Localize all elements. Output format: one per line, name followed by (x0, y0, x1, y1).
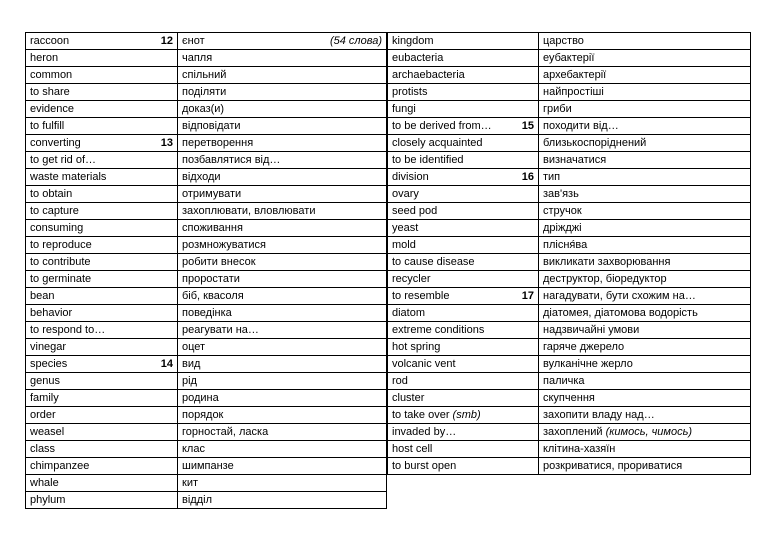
ukrainian-translation: скупчення (543, 392, 595, 404)
ukrainian-translation: кит (182, 477, 198, 489)
english-term: bean (30, 290, 55, 302)
vocab-row (388, 305, 751, 322)
ukrainian-translation-cell (539, 135, 751, 152)
english-term: to reproduce (30, 239, 92, 251)
english-term: yeast (392, 222, 419, 234)
ukrainian-translation-cell (539, 356, 751, 373)
ukrainian-translation: найпростіші (543, 86, 604, 98)
vocab-row (26, 441, 387, 458)
ukrainian-translation: відділ (182, 494, 212, 506)
vocab-row (388, 322, 751, 339)
ukrainian-translation: вулканічне жерло (543, 358, 633, 370)
ukrainian-translation: стручок (543, 205, 582, 217)
english-term: family (30, 392, 59, 404)
english-term: whale (30, 477, 59, 489)
ukrainian-translation: зав'язь (543, 188, 579, 200)
english-term-cell (26, 67, 178, 84)
ukrainian-translation: порядок (182, 409, 224, 421)
english-term-cell (388, 169, 539, 186)
ukrainian-translation-cell (539, 339, 751, 356)
ukrainian-translation-cell (178, 220, 387, 237)
ukrainian-translation-cell (539, 50, 751, 67)
english-term-cell (388, 50, 539, 67)
english-term-note: (smb) (452, 409, 481, 421)
ukrainian-translation: викликати захворювання (543, 256, 671, 268)
ukrainian-translation-cell (539, 458, 751, 475)
vocab-row (388, 50, 751, 67)
english-term: weasel (30, 426, 65, 438)
english-term: to resemble (392, 290, 450, 302)
english-term-cell (26, 492, 178, 509)
vocab-row (388, 373, 751, 390)
english-term-cell (26, 33, 178, 50)
english-term-cell (26, 84, 178, 101)
ukrainian-translation-cell (539, 322, 751, 339)
ukrainian-translation: перетворення (182, 137, 254, 149)
ukrainian-translation-cell (539, 271, 751, 288)
vocab-row (26, 492, 387, 509)
english-term: diatom (392, 307, 426, 319)
english-term: rod (392, 375, 408, 387)
ukrainian-translation: рід (182, 375, 197, 387)
english-term-cell (26, 339, 178, 356)
english-term: to contribute (30, 256, 91, 268)
lesson-number: 17 (521, 290, 534, 302)
ukrainian-translation: розмножуватися (182, 239, 267, 251)
english-term-cell (388, 407, 539, 424)
lesson-number: 14 (160, 358, 173, 370)
ukrainian-translation: клас (182, 443, 205, 455)
english-term: extreme conditions (392, 324, 485, 336)
ukrainian-translation-cell (539, 390, 751, 407)
vocab-row (388, 135, 751, 152)
ukrainian-translation: проростати (182, 273, 240, 285)
ukrainian-translation: гриби (543, 103, 572, 115)
english-term-cell (388, 33, 539, 50)
english-term: cluster (392, 392, 425, 404)
ukrainian-translation-cell (539, 186, 751, 203)
vocab-row (388, 67, 751, 84)
vocab-row (388, 152, 751, 169)
ukrainian-translation: споживання (182, 222, 243, 234)
english-term: protists (392, 86, 428, 98)
vocab-row (26, 322, 387, 339)
vocab-row (388, 424, 751, 441)
vocab-row (388, 339, 751, 356)
english-term: to be derived from… (392, 120, 492, 132)
english-term-cell (26, 220, 178, 237)
vocab-row (388, 288, 751, 305)
english-term-cell (388, 186, 539, 203)
vocab-row (26, 169, 387, 186)
ukrainian-translation-cell (178, 169, 387, 186)
ukrainian-translation: родина (182, 392, 219, 404)
ukrainian-translation: дріжджі (543, 222, 582, 234)
english-term-cell (26, 118, 178, 135)
vocab-row (26, 118, 387, 135)
lesson-number: 12 (160, 35, 173, 47)
english-term: to take over (392, 409, 450, 421)
vocab-row (388, 186, 751, 203)
vocab-row (26, 220, 387, 237)
ukrainian-translation: відходи (182, 171, 221, 183)
ukrainian-translation-cell (178, 203, 387, 220)
english-term: raccoon (30, 35, 70, 47)
english-term: phylum (30, 494, 66, 506)
vocab-row (388, 220, 751, 237)
english-term: division (392, 171, 429, 183)
ukrainian-translation: нагадувати, бути схожим на… (543, 290, 696, 302)
vocab-row (388, 407, 751, 424)
ukrainian-translation-cell (178, 390, 387, 407)
vocab-row (26, 356, 387, 373)
english-term: order (30, 409, 56, 421)
english-term: consuming (30, 222, 84, 234)
english-term: to be identified (392, 154, 464, 166)
vocab-row (388, 254, 751, 271)
ukrainian-translation: біб, квасоля (182, 290, 244, 302)
english-term: genus (30, 375, 60, 387)
english-term: invaded by… (392, 426, 457, 438)
vocab-row (26, 407, 387, 424)
english-term: class (30, 443, 56, 455)
ukrainian-translation-cell (178, 84, 387, 101)
english-term: behavior (30, 307, 73, 319)
ukrainian-translation-cell (178, 373, 387, 390)
ukrainian-translation-cell (178, 288, 387, 305)
ukrainian-translation: доказ(и) (182, 103, 225, 115)
ukrainian-translation: поведінка (182, 307, 232, 319)
ukrainian-translation-cell (539, 169, 751, 186)
english-term-cell (388, 271, 539, 288)
vocab-row (388, 169, 751, 186)
ukrainian-translation: відповідати (182, 120, 241, 132)
ukrainian-translation: царство (543, 35, 584, 47)
lesson-number: 16 (521, 171, 534, 183)
ukrainian-translation-cell (539, 67, 751, 84)
english-term-cell (26, 271, 178, 288)
ukrainian-translation-cell (178, 458, 387, 475)
ukrainian-translation: плісня́ва (543, 239, 588, 251)
english-term: kingdom (392, 35, 434, 47)
english-term-cell (388, 67, 539, 84)
english-term: to capture (30, 205, 79, 217)
english-term: species (30, 358, 68, 370)
english-term-cell (388, 220, 539, 237)
ukrainian-translation: еубактерії (543, 52, 595, 64)
english-term-cell (26, 152, 178, 169)
ukrainian-translation: деструктор, біоредуктор (543, 273, 667, 285)
ukrainian-translation-cell (178, 322, 387, 339)
english-term-cell (26, 254, 178, 271)
english-term: to respond to… (30, 324, 106, 336)
vocab-table-right (387, 32, 751, 475)
ukrainian-translation-cell (178, 152, 387, 169)
ukrainian-translation-cell (178, 356, 387, 373)
english-term-cell (388, 458, 539, 475)
english-term: to germinate (30, 273, 92, 285)
ukrainian-translation-cell (178, 305, 387, 322)
vocab-row (388, 390, 751, 407)
english-term-cell (26, 458, 178, 475)
english-term-cell (26, 101, 178, 118)
ukrainian-translation: горностай, ласка (182, 426, 269, 438)
english-term-cell (26, 441, 178, 458)
ukrainian-translation-cell (539, 118, 751, 135)
english-term-cell (26, 186, 178, 203)
ukrainian-translation: реагувати на… (182, 324, 259, 336)
english-term: eubacteria (392, 52, 444, 64)
english-term-cell (26, 203, 178, 220)
english-term-cell (388, 339, 539, 356)
ukrainian-translation: архебактерії (543, 69, 607, 81)
vocab-row (388, 441, 751, 458)
vocab-row (388, 33, 751, 50)
ukrainian-translation: спільний (182, 69, 227, 81)
english-term-cell (26, 135, 178, 152)
english-term: volcanic vent (392, 358, 456, 370)
ukrainian-translation-cell (539, 237, 751, 254)
english-term-cell (26, 356, 178, 373)
ukrainian-translation-cell (178, 33, 387, 50)
english-term: heron (30, 52, 59, 64)
english-term: seed pod (392, 205, 438, 217)
ukrainian-translation-cell (178, 492, 387, 509)
english-term-cell (388, 424, 539, 441)
english-term-cell (388, 322, 539, 339)
ukrainian-translation-cell (178, 424, 387, 441)
english-term-cell (388, 305, 539, 322)
ukrainian-translation: походити від… (543, 120, 619, 132)
vocab-row (388, 458, 751, 475)
ukrainian-translation: позбавлятися від… (182, 154, 281, 166)
lesson-number: 15 (521, 120, 534, 132)
english-term: ovary (392, 188, 419, 200)
ukrainian-translation-cell (539, 288, 751, 305)
vocab-row (26, 373, 387, 390)
ukrainian-translation-cell (539, 33, 751, 50)
ukrainian-translation: захоплений (543, 426, 603, 438)
ukrainian-translation-cell (539, 220, 751, 237)
english-term-cell (26, 322, 178, 339)
vocab-row (388, 101, 751, 118)
ukrainian-translation-cell (539, 407, 751, 424)
ukrainian-translation: надзвичайні умови (543, 324, 640, 336)
english-term: fungi (392, 103, 416, 115)
english-term: common (30, 69, 73, 81)
english-term-cell (26, 288, 178, 305)
vocab-row (26, 475, 387, 492)
vocab-row (26, 67, 387, 84)
english-term-cell (26, 50, 178, 67)
english-term-cell (26, 407, 178, 424)
english-term: waste materials (30, 171, 107, 183)
vocab-row (388, 203, 751, 220)
ukrainian-translation-cell (178, 50, 387, 67)
vocab-row (388, 118, 751, 135)
vocab-row (26, 135, 387, 152)
vocab-row (26, 254, 387, 271)
ukrainian-translation: паличка (543, 375, 585, 387)
ukrainian-translation: робити внесок (182, 256, 256, 268)
vocab-row (26, 84, 387, 101)
vocab-row (26, 203, 387, 220)
english-term-cell (388, 441, 539, 458)
ukrainian-translation: шимпанзе (182, 460, 234, 472)
english-term-cell (388, 254, 539, 271)
ukrainian-translation-cell (539, 373, 751, 390)
english-term: to cause disease (392, 256, 475, 268)
vocab-row (26, 186, 387, 203)
english-term: chimpanzee (30, 460, 90, 472)
english-term-cell (26, 424, 178, 441)
english-term-cell (388, 101, 539, 118)
english-term-cell (26, 169, 178, 186)
ukrainian-translation: гаряче джерело (543, 341, 625, 353)
vocab-row (388, 237, 751, 254)
vocab-row (26, 458, 387, 475)
lesson-number: 13 (160, 137, 173, 149)
ukrainian-translation: клітина-хазяїн (543, 443, 616, 455)
vocab-row (26, 271, 387, 288)
ukrainian-translation-cell (539, 152, 751, 169)
ukrainian-translation: захопити владу над… (543, 409, 655, 421)
english-term-cell (388, 288, 539, 305)
english-term: evidence (30, 103, 75, 115)
english-term: converting (30, 137, 81, 149)
english-term: to share (30, 86, 70, 98)
vocab-row (26, 237, 387, 254)
ukrainian-translation-cell (178, 135, 387, 152)
english-term: hot spring (392, 341, 441, 353)
ukrainian-translation-cell (178, 101, 387, 118)
vocab-row (26, 390, 387, 407)
vocab-row (26, 424, 387, 441)
vocab-row (388, 356, 751, 373)
english-term-cell (388, 118, 539, 135)
ukrainian-translation: чапля (182, 52, 213, 64)
english-term: to obtain (30, 188, 73, 200)
ukrainian-translation-cell (539, 84, 751, 101)
ukrainian-translation-cell (539, 441, 751, 458)
english-term-cell (26, 475, 178, 492)
english-term: recycler (392, 273, 431, 285)
english-term: to burst open (392, 460, 457, 472)
vocab-row (26, 305, 387, 322)
vocab-row (26, 33, 387, 50)
ukrainian-translation-cell (178, 254, 387, 271)
ukrainian-translation: отримувати (182, 188, 242, 200)
english-term-cell (388, 84, 539, 101)
english-term-cell (388, 152, 539, 169)
english-term: vinegar (30, 341, 67, 353)
vocab-row (26, 152, 387, 169)
ukrainian-translation: близькоспоріднений (543, 137, 647, 149)
ukrainian-translation: єнот (182, 35, 205, 47)
english-term-cell (26, 305, 178, 322)
ukrainian-translation-cell (178, 441, 387, 458)
ukrainian-translation-cell (178, 237, 387, 254)
ukrainian-translation: діатомея, діатомова водорість (543, 307, 698, 319)
english-term: host cell (392, 443, 433, 455)
english-term-cell (26, 390, 178, 407)
ukrainian-translation: захоплювати, вловлювати (182, 205, 316, 217)
vocab-row (388, 84, 751, 101)
english-term: to fulfill (30, 120, 65, 132)
english-term: to get rid of… (30, 154, 97, 166)
ukrainian-translation: розкриватися, прориватися (543, 460, 683, 472)
english-term-cell (388, 390, 539, 407)
ukrainian-translation-cell (178, 271, 387, 288)
ukrainian-translation-cell (178, 67, 387, 84)
ukrainian-translation: тип (543, 171, 561, 183)
english-term: closely acquainted (392, 137, 483, 149)
english-term: mold (392, 239, 416, 251)
ukrainian-translation: поділяти (182, 86, 227, 98)
ukrainian-translation-cell (539, 305, 751, 322)
ukrainian-translation: вид (182, 358, 201, 370)
ukrainian-translation-cell (178, 339, 387, 356)
english-term-cell (388, 373, 539, 390)
vocab-row (26, 50, 387, 67)
ukrainian-translation: оцет (182, 341, 206, 353)
vocab-row (388, 271, 751, 288)
english-term-cell (26, 237, 178, 254)
english-term: archaebacteria (392, 69, 465, 81)
ukrainian-translation-cell (178, 186, 387, 203)
ukrainian-translation: визначатися (543, 154, 607, 166)
ukrainian-translation-cell (539, 203, 751, 220)
english-term-cell (388, 356, 539, 373)
ukrainian-translation-note: (кимось, чимось) (605, 426, 693, 438)
english-term-cell (388, 237, 539, 254)
ukrainian-translation-cell (539, 101, 751, 118)
english-term-cell (388, 203, 539, 220)
vocab-row (26, 101, 387, 118)
ukrainian-translation-cell (178, 118, 387, 135)
word-count-note: (54 слова) (329, 35, 382, 47)
english-term-cell (26, 373, 178, 390)
english-term-cell (388, 135, 539, 152)
ukrainian-translation-cell (539, 254, 751, 271)
vocab-row (26, 288, 387, 305)
vocab-table-left (25, 32, 387, 509)
ukrainian-translation-cell (178, 475, 387, 492)
ukrainian-translation-cell (178, 407, 387, 424)
ukrainian-translation-cell (539, 424, 751, 441)
vocab-row (26, 339, 387, 356)
